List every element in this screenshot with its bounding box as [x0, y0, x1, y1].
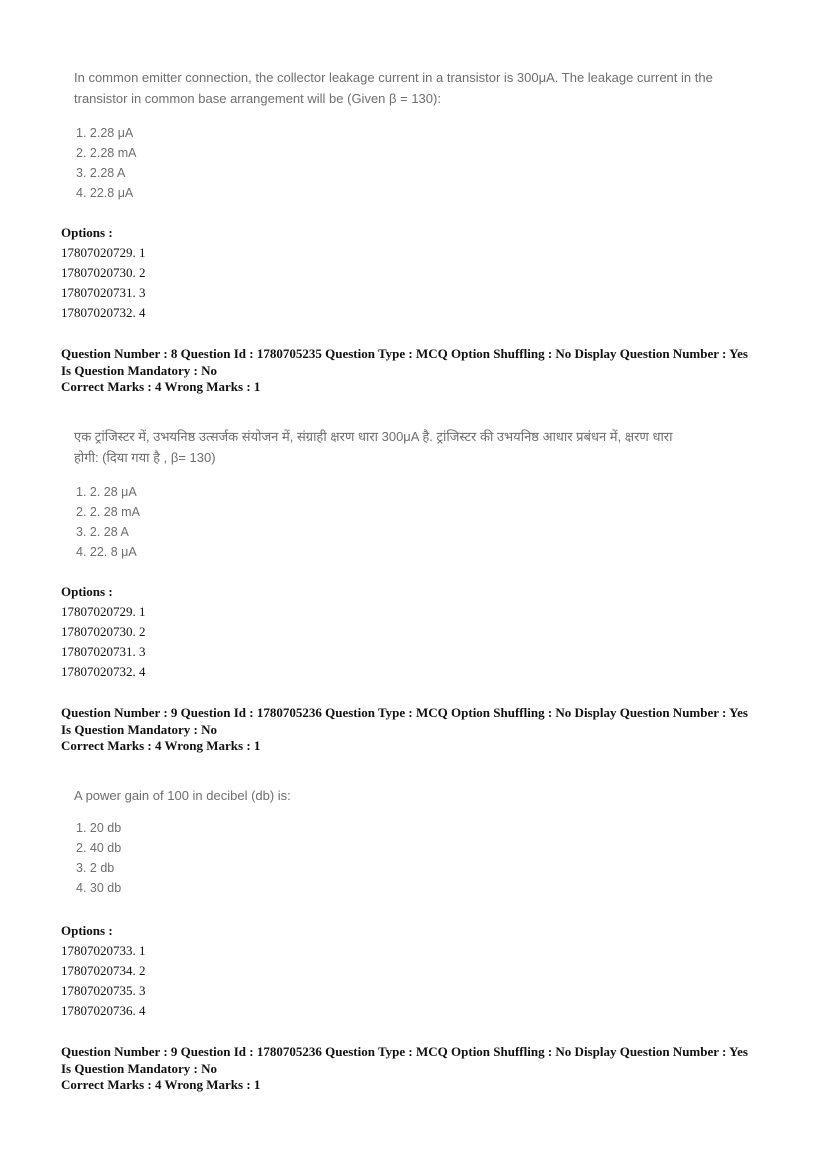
options-block	[61, 223, 146, 323]
mandatory-info: Is Question Mandatory : No	[61, 362, 218, 378]
question-header: Question Number : 9 Question Id : 1780705236 Question Type : MCQ Option Shuffling : No Display Question Number : Yes	[61, 705, 748, 720]
mandatory-info: Is Question Mandatory : No	[61, 1060, 218, 1076]
choice-item: 2. 2.28 mA	[76, 146, 137, 160]
choice-list	[74, 482, 673, 562]
question-image-english-q9	[74, 785, 291, 898]
option-id: 17807020732. 4	[61, 305, 146, 320]
choice-item: 3. 2. 28 A	[76, 525, 129, 539]
choice-item: 4. 22.8 μA	[76, 186, 134, 200]
option-id: 17807020732. 4	[61, 664, 146, 679]
mandatory-info: Is Question Mandatory : No	[61, 721, 218, 737]
choice-item: 1. 2.28 μA	[76, 126, 134, 140]
option-id: 17807020729. 1	[61, 604, 146, 619]
marks-info: Correct Marks : 4 Wrong Marks : 1	[61, 379, 261, 394]
option-id: 17807020733. 1	[61, 943, 146, 958]
options-label: Options :	[61, 923, 113, 938]
question-image-english-q7	[74, 67, 713, 203]
option-id: 17807020734. 2	[61, 963, 146, 978]
choice-item: 1. 20 db	[76, 821, 122, 835]
question-meta-q9-repeat	[61, 1044, 771, 1094]
question-header: Question Number : 9 Question Id : 1780705236 Question Type : MCQ Option Shuffling : No Display Question Number : Yes	[61, 1044, 748, 1059]
option-id: 17807020731. 3	[61, 285, 146, 300]
choice-item: 1. 2. 28 μA	[76, 485, 137, 499]
choice-item: 2. 2. 28 mA	[76, 505, 140, 519]
marks-info: Correct Marks : 4 Wrong Marks : 1	[61, 738, 261, 753]
option-id: 17807020731. 3	[61, 644, 146, 659]
options-block	[61, 921, 146, 1021]
choice-item: 4. 22. 8 μA	[76, 545, 137, 559]
question-stem-line: होगी: (दिया गया है , β= 130)	[74, 450, 216, 465]
choice-list	[74, 123, 713, 203]
question-stem-line: In common emitter connection, the collector leakage current in a transistor is 300μA. The leakage current in the	[74, 70, 713, 85]
question-stem-line: A power gain of 100 in decibel (db) is:	[74, 788, 291, 803]
question-stem-line: एक ट्रांजिस्टर में, उभयनिष्ठ उत्सर्जक संयोजन में, संग्राही क्षरण धारा 300μA है. ट्रांजिस्टर की उभयनिष्ठ आधार प्रबंधन में, क्षरण धारा	[74, 429, 673, 444]
option-id: 17807020735. 3	[61, 983, 146, 998]
option-id: 17807020736. 4	[61, 1003, 146, 1018]
choice-item: 2. 40 db	[76, 841, 122, 855]
choice-list	[74, 818, 291, 898]
options-label: Options :	[61, 225, 113, 240]
option-id: 17807020730. 2	[61, 624, 146, 639]
question-meta-q8	[61, 346, 771, 396]
question-meta-q9	[61, 705, 771, 755]
choice-item: 4. 30 db	[76, 881, 122, 895]
marks-info: Correct Marks : 4 Wrong Marks : 1	[61, 1077, 261, 1092]
question-stem-line: transistor in common base arrangement will be (Given β = 130):	[74, 91, 441, 106]
options-block	[61, 582, 146, 682]
option-id: 17807020730. 2	[61, 265, 146, 280]
options-label: Options :	[61, 584, 113, 599]
choice-item: 3. 2 db	[76, 861, 115, 875]
question-header: Question Number : 8 Question Id : 1780705235 Question Type : MCQ Option Shuffling : No Display Question Number : Yes	[61, 346, 748, 361]
option-id: 17807020729. 1	[61, 245, 146, 260]
choice-item: 3. 2.28 A	[76, 166, 126, 180]
question-image-hindi-q8	[74, 426, 673, 562]
